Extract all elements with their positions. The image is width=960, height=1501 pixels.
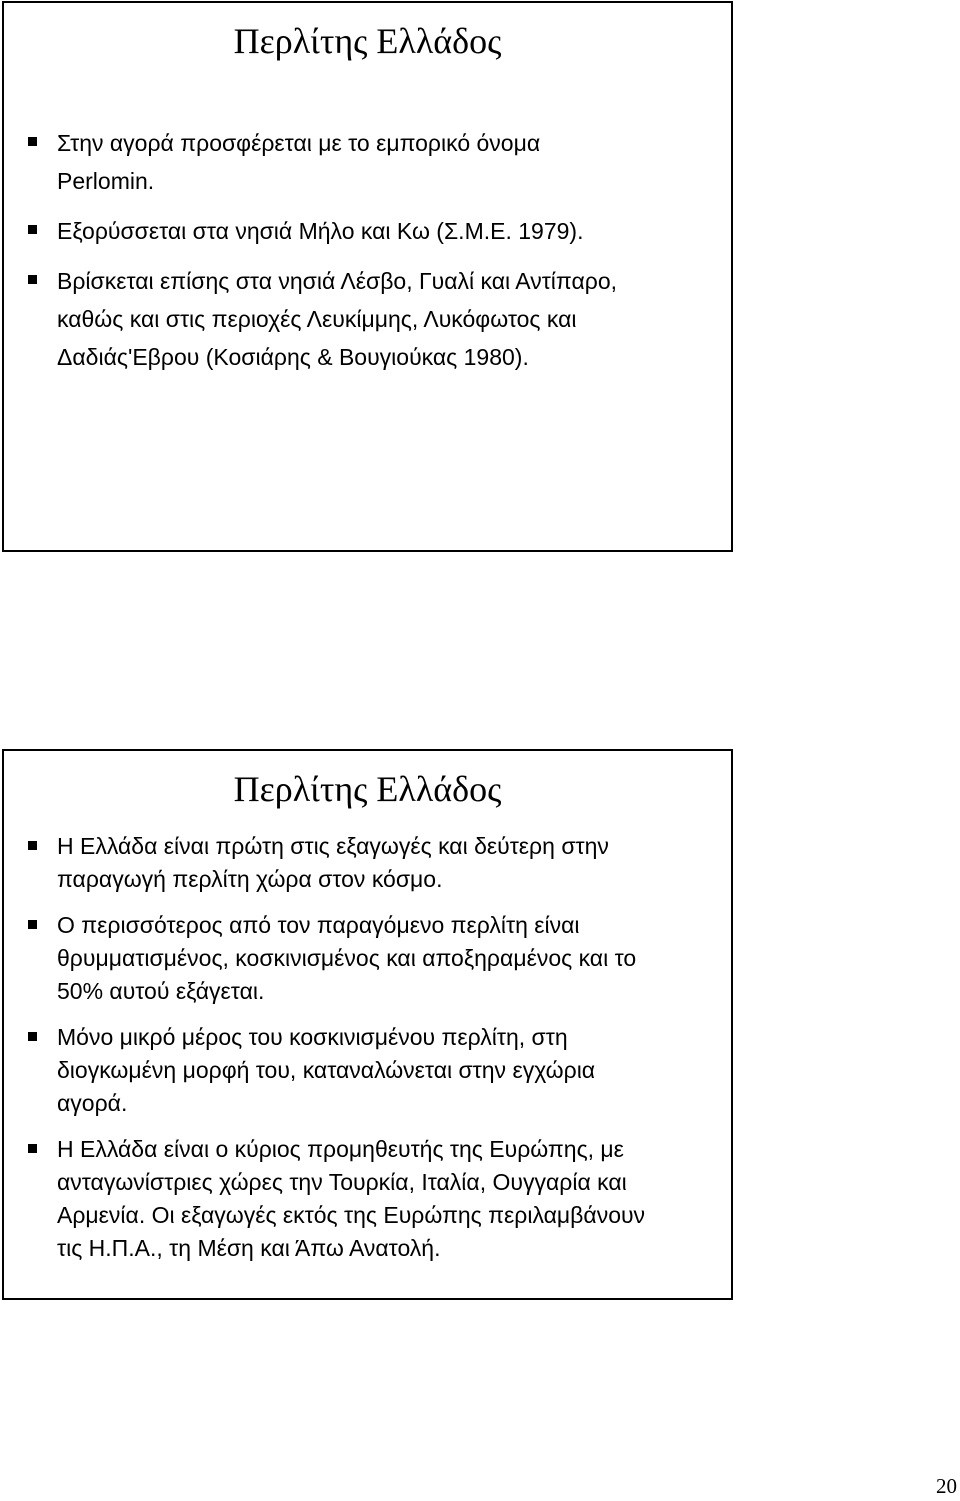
bullet-list (4, 124, 731, 388)
bullet-line: Δαδιάς'Εβρου (Κοσιάρης & Βουγιούκας 1980). (57, 344, 529, 370)
bullet-line: Βρίσκεται επίσης στα νησιά Λέσβο, Γυαλί και Αντίπαρο, (57, 268, 618, 294)
bullet-line: τις Η.Π.Α., τη Μέση και Άπω Ανατολή. (57, 1235, 441, 1261)
bullet-line: Μόνο μικρό μέρος του κοσκινισμένου περλίτη, στη (57, 1024, 568, 1050)
square-bullet-icon (28, 275, 37, 284)
slide-title: Περλίτης Ελλάδος (233, 21, 502, 61)
square-bullet-icon (28, 920, 37, 929)
bullet-item (4, 1133, 731, 1265)
square-bullet-icon (28, 1032, 37, 1041)
page-number: 20 (936, 1474, 957, 1498)
bullet-line: Αρμενία. Οι εξαγωγές εκτός της Ευρώπης περιλαμβάνουν (57, 1202, 646, 1228)
bullet-line: Η Ελλάδα είναι ο κύριος προμηθευτής της Ευρώπης, με (57, 1136, 624, 1162)
slide-2 (2, 749, 733, 1300)
bullet-item (4, 212, 731, 250)
square-bullet-icon (28, 225, 37, 234)
bullet-line: Η Ελλάδα είναι πρώτη στις εξαγωγές και δεύτερη στην (57, 833, 609, 859)
bullet-item (4, 1021, 731, 1120)
bullet-line: Εξορύσσεται στα νησιά Μήλο και Κω (Σ.Μ.Ε. 1979). (57, 218, 584, 244)
square-bullet-icon (28, 1144, 37, 1153)
bullet-line: ανταγωνίστριες χώρες την Τουρκία, Ιταλία, Ουγγαρία και (57, 1169, 627, 1195)
bullet-line: Ο περισσότερος από τον παραγόμενο περλίτη είναι (57, 912, 580, 938)
bullet-line: Στην αγορά προσφέρεται με το εμπορικό όνομα (57, 130, 541, 156)
bullet-line: διογκωμένη μορφή του, καταναλώνεται στην εγχώρια (57, 1057, 596, 1083)
bullet-line: θρυμματισμένος, κοσκινισμένος και αποξηραμένος και το (57, 945, 637, 971)
bullet-list (4, 830, 731, 1278)
bullet-item (4, 909, 731, 1008)
bullet-line: παραγωγή περλίτη χώρα στον κόσμο. (57, 866, 443, 892)
slide-title: Περλίτης Ελλάδος (233, 769, 502, 809)
square-bullet-icon (28, 841, 37, 850)
bullet-line: αγορά. (57, 1090, 128, 1116)
slide-1 (2, 1, 733, 552)
bullet-line: καθώς και στις περιοχές Λευκίμμης, Λυκόφωτος και (57, 306, 577, 332)
bullet-line: 50% αυτού εξάγεται. (57, 978, 265, 1004)
square-bullet-icon (28, 137, 37, 146)
bullet-item (4, 124, 731, 200)
bullet-item (4, 830, 731, 896)
bullet-item (4, 262, 731, 376)
bullet-line: Perlomin. (57, 168, 155, 194)
